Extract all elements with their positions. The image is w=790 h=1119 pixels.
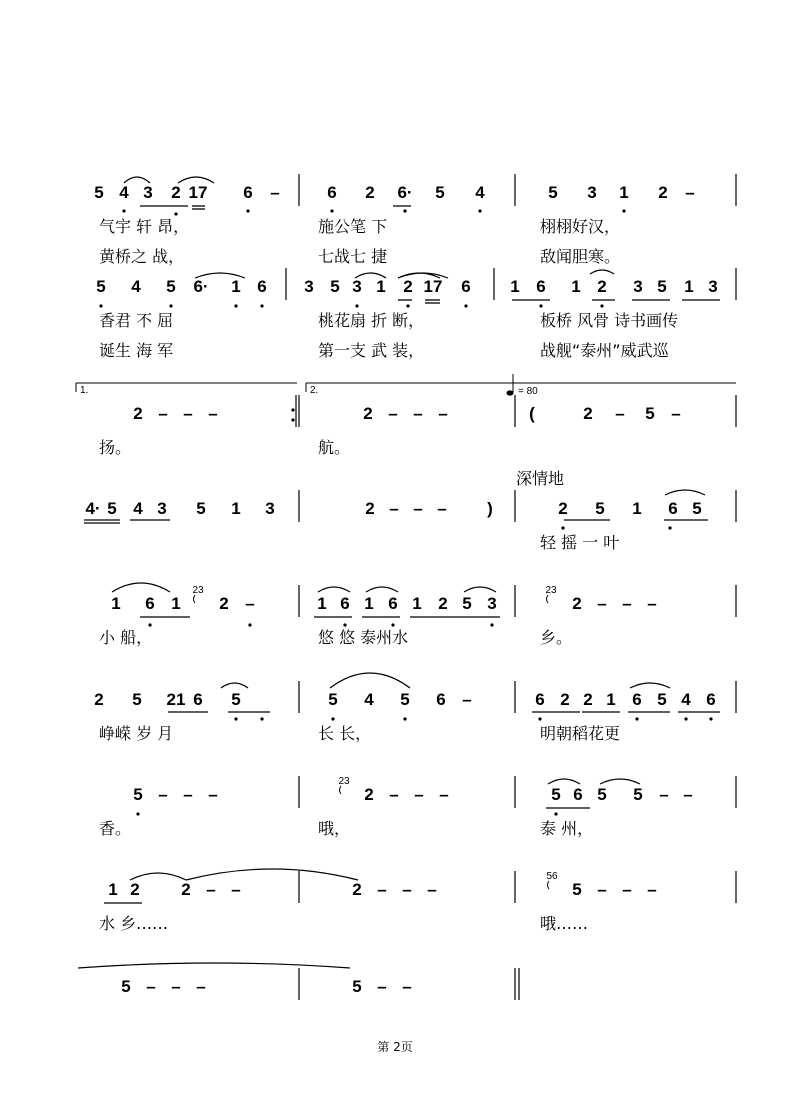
octave-dot [174,212,177,215]
slur [600,779,640,784]
jianpu-note: – [427,880,437,899]
octave-dot [148,623,151,626]
octave-dot [234,304,237,307]
jianpu-note: – [414,785,424,804]
jianpu-note: 2 [352,880,362,899]
jianpu-note: 21 [166,690,186,709]
jianpu-note: 2 [365,499,375,518]
octave-dot [99,304,102,307]
lyric-line-1: 桃花扇 折 断， [318,311,425,330]
jianpu-note: 5 [96,277,106,296]
lyric-line-1: 板桥 风骨 诗书画传 [540,311,679,330]
octave-dot [684,717,687,720]
octave-dot [406,304,409,307]
jianpu-note: 5 [133,785,143,804]
jianpu-note: – [647,880,657,899]
jianpu-note: – [183,785,193,804]
jianpu-note: – [208,404,218,423]
slur [366,587,398,592]
tempo-mark: = 80 [518,386,538,397]
octave-dot [622,209,625,212]
jianpu-note: 2 [181,880,191,899]
slur [590,270,614,274]
jianpu-note: 3 [633,277,643,296]
slur [78,963,350,968]
lyric-line-1: 香。 [99,819,132,838]
slur [130,873,186,880]
jianpu-note: 5 [352,977,362,996]
grace-note-label: 23 [545,585,557,596]
jianpu-note: 1 [510,277,520,296]
jianpu-note: 5 [196,499,206,518]
octave-dot [234,717,237,720]
jianpu-note: 1 [606,690,616,709]
lyric-line-1: 气宇 轩 昂， [99,217,190,236]
octave-dot [169,304,172,307]
octave-dot [538,717,541,720]
jianpu-note: 6 [327,183,337,202]
jianpu-note: 5 [400,690,410,709]
octave-dot [561,526,564,529]
jianpu-note: – [462,690,472,709]
slur [318,587,350,592]
jianpu-note: 4 [119,183,129,202]
jianpu-note: – [389,785,399,804]
jianpu-note: – [158,785,168,804]
lyric-line-2: 七战七 捷 [318,247,388,266]
page-number: 第 2页 [377,1040,413,1054]
lyric-line-1: 施公笔 下 [318,217,388,236]
jianpu-note: 3 [352,277,362,296]
jianpu-note: 2 [583,404,593,423]
jianpu-note: 5 [595,499,605,518]
jianpu-note: ) [487,499,493,518]
jianpu-note: – [402,977,412,996]
grace-note-hook [194,595,196,603]
jianpu-note: 6 [632,690,642,709]
jianpu-note: 2 [560,690,570,709]
octave-dot [635,717,638,720]
jianpu-note: 2 [364,785,374,804]
jianpu-note: – [388,404,398,423]
jianpu-note: 6 [257,277,267,296]
lyric-line-2: 战舰“泰州”威武巡 [540,341,669,360]
octave-dot [478,209,481,212]
slur [464,587,496,592]
jianpu-note: 6 [668,499,678,518]
octave-dot [260,717,263,720]
grace-note-label: 56 [546,871,558,882]
lyric-line-2: 敌闻胆寒。 [540,247,621,266]
octave-dot [136,812,139,815]
jianpu-note: 2 [438,594,448,613]
grace-note-label: 23 [338,776,350,787]
octave-dot [539,304,542,307]
jianpu-note: – [208,785,218,804]
lyric-line-1: 轻 摇 一 叶 [540,533,620,552]
jianpu-note: – [622,594,632,613]
volta-1-label: 1. [80,385,89,396]
jianpu-note: 6 [388,594,398,613]
jianpu-note: 4 [681,690,691,709]
jianpu-note: 1 [632,499,642,518]
jianpu-note: 3 [487,594,497,613]
jianpu-note: 5 [94,183,104,202]
jianpu-note: 2 [363,404,373,423]
jianpu-note: 4· [85,499,101,518]
octave-dot [464,304,467,307]
lyric-line-1: 小 船， [99,628,153,647]
jianpu-note: 1 [231,277,241,296]
jianpu-note: 1 [571,277,581,296]
jianpu-note: – [413,499,423,518]
jianpu-note: 5 [597,785,607,804]
octave-dot [403,717,406,720]
jianpu-note: 5 [657,690,667,709]
grace-note-hook [340,786,342,794]
octave-dot [331,717,334,720]
slur [112,583,170,592]
lyric-line-1: 乡。 [540,628,573,647]
jianpu-note: 2 [403,277,413,296]
jianpu-note: 3 [708,277,718,296]
jianpu-note: – [683,785,693,804]
jianpu-note: 1 [231,499,241,518]
jianpu-note: 5 [166,277,176,296]
jianpu-note: 2 [94,690,104,709]
slur [330,673,410,688]
lyric-line-1: 泰 州， [540,819,594,838]
lyric-line-2: 黄桥之 战， [99,247,185,266]
jianpu-note: 2 [558,499,568,518]
grace-note-hook [548,881,550,889]
jianpu-note: – [437,499,447,518]
jianpu-note: ( [529,404,535,423]
jianpu-note: – [671,404,681,423]
tempo-note-head [507,390,514,395]
jianpu-note: 4 [475,183,485,202]
jianpu-note: 1 [364,594,374,613]
jianpu-note: – [231,880,241,899]
jianpu-note: 3 [304,277,314,296]
jianpu-note: – [438,404,448,423]
octave-dot [248,623,251,626]
octave-dot [122,209,125,212]
jianpu-note: 5 [462,594,472,613]
jianpu-note: 5 [548,183,558,202]
jianpu-note: 2 [583,690,593,709]
slur [186,869,358,880]
jianpu-note: 6 [706,690,716,709]
jianpu-note: 1 [111,594,121,613]
octave-dot [709,717,712,720]
slur [665,490,705,495]
jianpu-note: 1 [412,594,422,613]
slur [630,683,670,688]
octave-dot [600,304,603,307]
jianpu-note: – [206,880,216,899]
jianpu-note: 5 [645,404,655,423]
lyric-line-1: 悠 悠 泰州水 [318,628,409,647]
octave-dot [403,209,406,212]
jianpu-note: 6 [340,594,350,613]
jianpu-note: – [389,499,399,518]
jianpu-note: 2 [658,183,668,202]
jianpu-note: 3 [265,499,275,518]
volta-2-label: 2. [310,385,319,396]
jianpu-note: 17 [423,277,443,296]
lyric-line-1: 水 乡…… [99,914,169,933]
jianpu-note: – [615,404,625,423]
lyric-line-1: 峥嵘 岁 月 [99,724,174,743]
jianpu-note: 6· [193,277,209,296]
grace-note-label: 23 [192,585,204,596]
octave-dot [554,812,557,815]
lyric-line-1: 长 长， [318,724,372,743]
jianpu-note: – [270,183,280,202]
jianpu-note: 2 [171,183,181,202]
jianpu-note: 1 [619,183,629,202]
jianpu-note: – [158,404,168,423]
jianpu-note: 2 [219,594,229,613]
lyric-line-2: 第一支 武 装， [318,341,425,360]
lyric-line-1: 扬。 [99,438,132,457]
jianpu-note: 1 [376,277,386,296]
octave-dot [343,623,346,626]
slur [548,779,580,784]
lyric-line-1: 哦…… [540,914,589,933]
jianpu-note: 5 [572,880,582,899]
jianpu-note: 1 [171,594,181,613]
jianpu-note: – [597,880,607,899]
expression-mark: 深情地 [516,469,565,488]
jianpu-note: 5 [231,690,241,709]
jianpu-note: 1 [317,594,327,613]
jianpu-note: 5 [435,183,445,202]
jianpu-note: 5 [132,690,142,709]
jianpu-note: – [245,594,255,613]
lyric-line-1: 香君 不 屈 [99,311,174,330]
jianpu-note: 4 [133,499,143,518]
jianpu-note: 2 [597,277,607,296]
jianpu-note: 6 [573,785,583,804]
jianpu-note: 6· [397,183,413,202]
jianpu-note: – [196,977,206,996]
jianpu-note: – [597,594,607,613]
jianpu-note: – [685,183,695,202]
jianpu-note: 6 [535,690,545,709]
jianpu-note: 6 [436,690,446,709]
jianpu-note: – [647,594,657,613]
jianpu-note: 3 [143,183,153,202]
jianpu-note: 5 [121,977,131,996]
jianpu-note: 2 [130,880,140,899]
jianpu-note: 5 [330,277,340,296]
octave-dot [260,304,263,307]
jianpu-note: 2 [365,183,375,202]
jianpu-note: 6 [145,594,155,613]
jianpu-note: – [413,404,423,423]
jianpu-note: 5 [633,785,643,804]
jianpu-note: 5 [551,785,561,804]
jianpu-note: 6 [461,277,471,296]
repeat-dot [291,418,294,421]
jianpu-note: 6 [536,277,546,296]
jianpu-note: – [439,785,449,804]
jianpu-note: 5 [692,499,702,518]
repeat-dot [291,408,294,411]
jianpu-note: 6 [193,690,203,709]
jianpu-note: – [146,977,156,996]
jianpu-note: 1 [684,277,694,296]
jianpu-note: – [377,977,387,996]
jianpu-note: 2 [133,404,143,423]
grace-note-hook [547,595,549,603]
octave-dot [391,623,394,626]
jianpu-note: 1 [108,880,118,899]
jianpu-note: 2 [572,594,582,613]
jianpu-note: 3 [587,183,597,202]
octave-dot [246,209,249,212]
lyric-line-1: 航。 [318,438,351,457]
jianpu-note: 3 [157,499,167,518]
lyric-line-1: 明朝稻花更 [540,724,621,743]
lyric-line-2: 诞生 海 军 [99,341,174,360]
jianpu-note: – [659,785,669,804]
octave-dot [668,526,671,529]
slur [221,683,248,688]
octave-dot [490,623,493,626]
lyric-line-1: 栩栩好汉， [540,217,621,236]
octave-dot [330,209,333,212]
jianpu-note: 4 [131,277,141,296]
jianpu-note: 17 [188,183,208,202]
jianpu-note: – [183,404,193,423]
jianpu-note: – [402,880,412,899]
jianpu-note: – [622,880,632,899]
jianpu-note: – [377,880,387,899]
lyric-line-1: 哦， [318,819,351,838]
jianpu-note: 6 [243,183,253,202]
jianpu-note: 5 [657,277,667,296]
jianpu-note: 5 [328,690,338,709]
jianpu-note: 5 [107,499,117,518]
jianpu-note: – [171,977,181,996]
octave-dot [355,304,358,307]
jianpu-note: 4 [364,690,374,709]
